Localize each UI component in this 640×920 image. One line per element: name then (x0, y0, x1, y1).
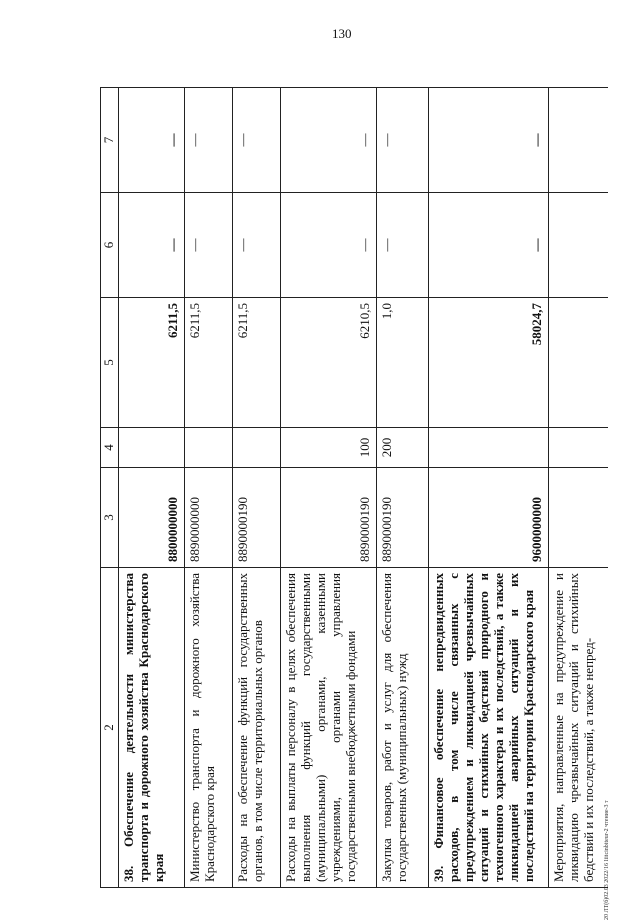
table-row (376, 88, 428, 888)
row-name: Расходы на выплаты персоналу в целях обеспечения выполнения функций государственными (муниципальными) органами, казенными учреждениями, органами управления государственными внебюджетными фондами (280, 568, 376, 888)
row-value-6: — (232, 193, 280, 298)
row-value-6: — (376, 193, 428, 298)
row-index: 39. (430, 865, 446, 882)
table-row (184, 88, 232, 888)
row-value-5: 58024,7 (428, 298, 548, 428)
row-value-5: 1,0 (376, 298, 428, 428)
row-value-5: 6211,5 (184, 298, 232, 428)
row-value-6: — (184, 193, 232, 298)
row-value-7: — (184, 88, 232, 193)
row-vr: 100 (280, 428, 376, 468)
row-code: 9600000000 (428, 468, 548, 568)
row-name: Мероприятия, направленные на предупреждение и ликвидацию чрезвычайных ситуаций и стихийных бедствий и их последствий, а также непред- (548, 568, 608, 888)
row-value-6: — (428, 193, 548, 298)
row-name: 38. Обеспечение деятельности министерства транспорта и дорожного хозяйства Краснодарского края (118, 568, 184, 888)
row-value-7: — (376, 88, 428, 193)
row-name: Закупка товаров, работ и услуг для обеспечения государственных (муниципальных) нужд (376, 568, 428, 888)
row-value-5: 6211,5 (232, 298, 280, 428)
row-vr (232, 428, 280, 468)
header-col-3: 3 (101, 468, 119, 568)
row-index: 38. (120, 865, 136, 882)
row-name: Министерство транспорта и дорожного хозяйства Краснодарского края (184, 568, 232, 888)
row-value-5: 6210,5 (280, 298, 376, 428)
row-code: 8890000000 (184, 468, 232, 568)
row-vr (428, 428, 548, 468)
table-row (118, 88, 184, 888)
row-code: 8890000190 (376, 468, 428, 568)
row-value-7: — (232, 88, 280, 193)
page-number: 130 (332, 26, 352, 41)
row-value-6: — (118, 193, 184, 298)
header-row (101, 88, 119, 888)
table-row (280, 88, 376, 888)
header-col-6: 6 (101, 193, 119, 298)
rotated-table-container (100, 88, 596, 888)
header-col-2: 2 (101, 568, 119, 888)
row-vr (548, 428, 608, 468)
row-value-7 (548, 88, 608, 193)
row-value-6 (548, 193, 608, 298)
row-value-6: — (280, 193, 376, 298)
row-value-7: — (280, 88, 376, 193)
header-col-5: 5 (101, 298, 119, 428)
budget-table (100, 87, 608, 888)
table-row (428, 88, 548, 888)
row-value-5 (548, 298, 608, 428)
table-row (232, 88, 280, 888)
row-vr (118, 428, 184, 468)
row-vr: 200 (376, 428, 428, 468)
row-code: 8890000190 (280, 468, 376, 568)
row-name: 39. Финансовое обеспечение непредвиденных расходов, в том числе связанных с предупреждением и ликвидацией чрезвычайных ситуаций и стихийных бедствий природного и техногенного характера и их последствий, а также ликвидацией аварийных ситуаций и их последствий на территории Краснодарского края (428, 568, 548, 888)
header-col-7: 7 (101, 88, 119, 193)
row-value-7: — (118, 88, 184, 193)
row-code: 8890000190 (232, 468, 280, 568)
row-value-7: — (428, 88, 548, 193)
row-vr (184, 428, 232, 468)
row-value-5: 6211,5 (118, 298, 184, 428)
row-name: Расходы на обеспечение функций государственных органов, в том числе территориальных органов (232, 568, 280, 888)
header-col-4: 4 (101, 428, 119, 468)
side-note-text: 20 ЛТ(б)02.03 2022/16 Iiitcinbiteur-2 чтение-3 т (604, 800, 610, 920)
row-code (548, 468, 608, 568)
row-code: 8800000000 (118, 468, 184, 568)
table-row (548, 88, 608, 888)
